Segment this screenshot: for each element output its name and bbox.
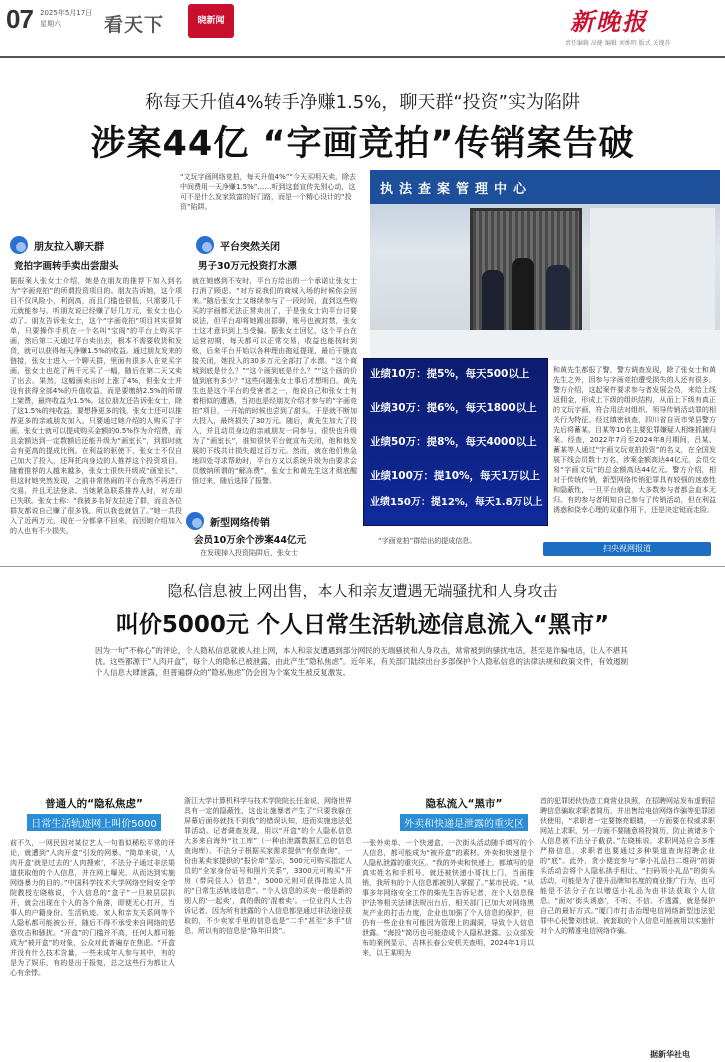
section-title: 看天下 <box>104 14 165 36</box>
story2-column-1: 前不久，一网民因对某位艺人一句看似稀松平常的评论，就遭到“人肉开盒”引发的网暴。“简单来说，‘人肉开盒’就是过去的‘人肉搜索’，不法分子通过非法渠道获取他的个人信息，并在网上曝光，从而达到实施网络暴力的目的。”中国科学技术大学网络空间安全学院教授左晓栋说，个人信息的“盒子”一旦被层层扒开，就会出现在个人的各个角落，即便无心打开，当事人的户籍身份、生活轨迹、家人和亲友关系网等个人隐私都可能被公开，随后不得不承受来自网络的恶意攻击和骚扰。“开盒”的门槛并不高，任何人都可能成为“被开盒”的对象，公众对此普遍存在焦虑。“开盒并没有什么技术含量，一些未成年人参与其中，有的是为了娱乐，有的是出于报复，总之这些行为都让人心有余悸。 <box>10 839 175 977</box>
kicker-subtitle: 日常生活轨迹网上叫价5000 <box>27 814 160 831</box>
kicker-subtitle: 会员10万余个涉案44亿元 <box>194 535 306 546</box>
kicker-title: 平台突然关闭 <box>220 241 280 253</box>
header-rule <box>0 56 725 58</box>
news-source: 据新华社电 <box>650 1050 690 1059</box>
photo-sign: 执法查案管理中心 <box>370 170 720 204</box>
bullet-icon <box>10 236 28 254</box>
story1-headline: 涉案44亿 “字画竞拍”传销案告破 <box>90 124 635 164</box>
video-report-button[interactable]: 扫央视网报道 <box>543 542 711 556</box>
story2-lead: 因为一句“不称心”的评论，个人隐私信息就被人挂上网，本人和亲友遭遇到部分网民的无端骚扰和人身攻击，常常被到的骚扰电话，甚至是诈骗电话，让人不堪其扰。这些都源于“人肉开盒”，每个人的隐私已被泄露，由此产生“隐私焦虑”。近年来，有关部门陆续出台多部保护个人隐私信息的法律法规和政策文件，有效遏制个人信息大肆泄露，但普遍群众的“隐私焦虑”仍会因为个案发生被反复激发。 <box>95 646 629 677</box>
section-seal-logo: 晓新闻 <box>188 4 234 38</box>
kicker-subtitle: 竞拍字画转手卖出尝甜头 <box>14 261 119 272</box>
photo-ground <box>370 330 720 360</box>
tier-item: 业绩100万：提10%，每天1万以上 <box>370 470 540 482</box>
kicker-subtitle: 外卖和快递是泄露的重灾区 <box>400 814 528 831</box>
board-caption: “字画竞拍”群给出的提成信息。 <box>378 537 477 545</box>
story2-column-2: 浙江大学计算机科学与技术学院院长任奎说，网络世界具有一定的隐蔽性，这也让施暴者产生了“只要我躲在屏幕后面你就找不到我”的错误认知，进而实施违法犯罪活动。记者调查发现，用以“开盒”的个人隐私信息大多来自海外“社工库”（一种由泄露数据汇总的信息查询库）。不法分子根据买家需求提供“有偿查询”，一份由某卖家提供的“报价单”显示，500元可购买指定人员的“全家身份证号和照片关系”，3300元可购买“开房（带同住人）信息”，5000元则可获得指定人员的“日常生活轨迹信息”。“个人信息的买卖一般是新的别人的‘一起卖’，真的假的‘混着卖’。一位业内人士告诉记者，因为所有泄露的个人信息都是通过非法途径获取的，不少卖家手里的信息也是“二手”甚至“多手”信息，所以有的信息是“陈年旧货”。 <box>184 797 352 935</box>
story2-kicker-1 <box>14 796 174 831</box>
photo-officer-right <box>546 265 570 340</box>
story2-headline: 叫价5000元 个人日常生活轨迹信息流入“黑市” <box>115 612 610 638</box>
commission-tiers-board <box>363 358 548 526</box>
kicker-title: 隐私流入“黑市” <box>425 798 503 810</box>
story2-column-3: 一张外卖单、一个快递盒、一次街头活动随手填写的个人信息，都可能成为“被开盒”的素材。外卖和快递是个人隐私泄露的重灾区。“我的外卖和快递上，都填写的是真实姓名和手机号，就还被快递小哥找上门，当面推销，我所有的个人信息都被别人掌握了。”某市民说。“从事多年网络安全工作的柴先生告诉记者，在个人信息保护法等相关法律法规出台后，相关部门已加大对网络黑灰产业的打击力度，企业也加强了个人信息的保护，但仍有一些企业有可能因为管理上的漏洞，导致个人信息泄露。“海投”简历也可能造成个人隐私泄露。公众部发布的案例显示，吉林长春公安机关查明，2024年1月以来，以王某明为 <box>362 839 534 957</box>
story-divider <box>0 566 725 567</box>
story1-column-2: 就在她感到不安时，平台方给出的一个承诺让张女士打消了顾虑。“对方说我们的商城入场的时候你会回来。”随后张女士又继续参与了一段时间，直到这些购买的字画都无法正常卖出了，于是张女士向平台讨要说法，但平台却将她踢出群聊，账号也被封禁，张女士这才意识到上当受骗。据张女士回忆，这个平台在运营初期，每天都可以正常交易，收益也能按时到账，后来平台开始以各种理由拖延提现，最后干脆直接关闭，她投入的30多万元全部打了水漂。“这个商城到底是什么？”“这个画到底是什么？”“这个画的价值到底有多少？”这些问题张女士事后才想明白。黄先生也是这个平台的受害者之一，他说自己和张女士有着相似的遭遇，当初也是经朋友介绍才参与的“字画竞拍”项目，一开始的时候也尝到了甜头，于是就不断加大投入，最终损失了30万元。随后，黄先生加大了投入，并且动员身边的亲戚朋友一同参与，很快也升级为了“画室长”，谁知很快平台就宣布关闭，他和他发展的下线共计损失超过百万元。然而，就在他们焦急地四处寻求帮助时，平台方又以系统升级为由要求会员缴纳所谓的“解冻费”，张女士和黄先生这才彻底醒悟过来，随后选择了报警。 <box>192 277 357 485</box>
story1-column-3-start: 在发现掉入投资陷阱后，张女士 <box>200 549 298 557</box>
editor-credits: 责任编辑 高健 编辑 刘炼明 版式 关键苏 <box>565 40 671 47</box>
page-number: 07 <box>6 4 33 34</box>
photo-wall <box>590 208 715 348</box>
tier-item: 业绩150万：提12%，每天1.8万以上 <box>370 497 543 508</box>
story1-column-3: 和黄先生都报了警，警方调查发现，除了张女士和黄先生之外，因参与字画竞拍遭受损失的人还有很多。警方介绍，这起案件要求参与者发展会员，来给上线返佣金，形成上下级的组织结构，从而上下级有真正的文玩字画，符合用法对组织、领导传销活动罪的相关行为特征。经过缜密侦查，四川省自贡市荣县警方先后将蓄某、目某等10名主要犯罪嫌疑人相继抓捕归案。经查，2022年7月至2024年8月期间，吕某、蓄某等人通过“字画文玩竞拍投资”的名义，在全国发展下线会员数十万名，涉案金额高达44亿元，会员交易“字画文玩”的总金额高达44亿元。警方介绍，相对于传统传销，新型网络传销犯罪具有较强的迷惑性和隐蔽性，一旦平台崩盘，大多数参与者都会血本无归。有的参与者明知自己参与了传销活动，但在利益诱惑和侥幸心理的双重作用下，还是决定铤而走险。 <box>553 366 716 514</box>
newspaper-logo: 新晚报 <box>570 7 648 36</box>
story2-kicker-2 <box>384 796 544 831</box>
kicker-subtitle: 男子30万元投资打水漂 <box>198 261 297 272</box>
photo-suspect <box>512 258 534 340</box>
kicker-1 <box>10 236 104 254</box>
kicker-title: 普通人的“隐私焦虑” <box>45 798 143 810</box>
story1-subtitle: 称每天升值4%转手净赚1.5%，聊天群“投资”实为陷阱 <box>145 92 580 113</box>
kicker-title: 朋友拉入聊天群 <box>34 241 104 253</box>
weekday: 星期六 <box>40 20 61 28</box>
bullet-icon <box>186 512 204 530</box>
story1-column-1: 据报案人张女士介绍，她是在朋友的推荐下加入到名为“字画竞拍”的所谓投资项目的。朋友告诉她，这个项目不仅风险小，利润高，而且门槛也很低，只需要几千元就能参与。听朋友说已经赚了好几万元，张女士也心动了。朋友告诉张女士，这个“字画竞拍”项目其实很简单，只要操作手机在一个名叫“宝阁”的平台上购买字画，然后第二天通过平台卖出去，根本不需要收货和发货，就可以获得每天净赚1.5%的收益。通过朋友发来的链接，张女士进入一个聊天群，里面有很多人在竞买字画，张女士也花了两千元买了一幅，随后在第二天又卖了出去。果然，这幅画卖出时上涨了4%，但张女士并没有获得全部4%的升值收益，而是要缴纳2.5%的所谓上架费，最终收益为1.5%。这位朋友还告诉张女士，除了这1.5%的纯收益，要想挣更多的钱，张女士还可以推荐更多的亲戚朋友加入。只要通过她介绍的人购买了字画，张女士就可以提成购买金额的0.5%作为介绍费，而且金额达到一定数额后还能升级为“画室长”，到那时就会有更高的提成比例。在利益的驱使下，张女士不仅自己加大了投入，还拜托向身边的人推荐这个投资项目。随着推荐的人越来越多，张女士很快升级成“画室长”，但这时她突然发现，之前非常热闹的平台竟然不再进行交易，并且无法登录。当她紧急联系推荐人时，对方却已失联。张女士称：“我被多名好友拉进了群，而且各位群友都说自己赚了很多钱，所以我也就信了。”她一共投入了近两万元，现在一分都拿不回来，而因她介绍加入的人也有不少损失。 <box>10 277 182 535</box>
tier-item: 业绩50万：提8%，每天4000以上 <box>370 436 537 448</box>
kicker-3 <box>186 512 270 530</box>
tier-item: 业绩30万：提6%，每天1800以上 <box>370 402 537 414</box>
story1-lead: “文玩字画网络竞拍，每天升值4%”“今天买明天卖，除去中间费用一天净赚1.5%”……听到这套宣传先别心动，这可不是什么发家致富的好门路，而是一个精心设计的“投资”陷阱。 <box>180 173 356 211</box>
issue-date: 2025年5月17日 <box>40 9 93 17</box>
tier-item: 业绩10万：提5%，每天500以上 <box>370 368 530 380</box>
story2-column-4: 首的犯罪团伙伪造工商营业执照，在招聘网站发布虚假招聘信息骗取求职者简历，并出售给电信网络诈骗等犯罪团伙使用，“求职者一定要擦亮眼睛，一方面要在权威求职网站上求职，另一方面不要随意将投简历，防止被诸多个人信息被不法分子截获。”左晓栋说，求职网站应合多维严格信息，求职者也要通过多种渠道查询招聘企业的“底”。此外，贪小便宜参与“拿小礼品扫二维码”的街头活动会将个人隐私拱手相让。“扫码领小礼品”的街头活动，可能是为了提升品牌知名度的商业推广行为，也可能是不法分子在以赠送小礼品为由非法获取个人信息。“面对‘街头诱惑’，不听、不信、不透露，就是保护自己的最好方式。”厦门市打击治理电信网络新型违法犯罪中心民警刘佳说，被套取的个人信息可能被用以实施针对个人的精准电信网络诈骗。 <box>540 797 715 935</box>
kicker-2 <box>196 236 280 254</box>
bullet-icon <box>196 236 214 254</box>
story2-subtitle: 隐私信息被上网出售，本人和亲友遭遇无端骚扰和人身攻击 <box>167 582 558 600</box>
kicker-title: 新型网络传销 <box>210 517 270 529</box>
